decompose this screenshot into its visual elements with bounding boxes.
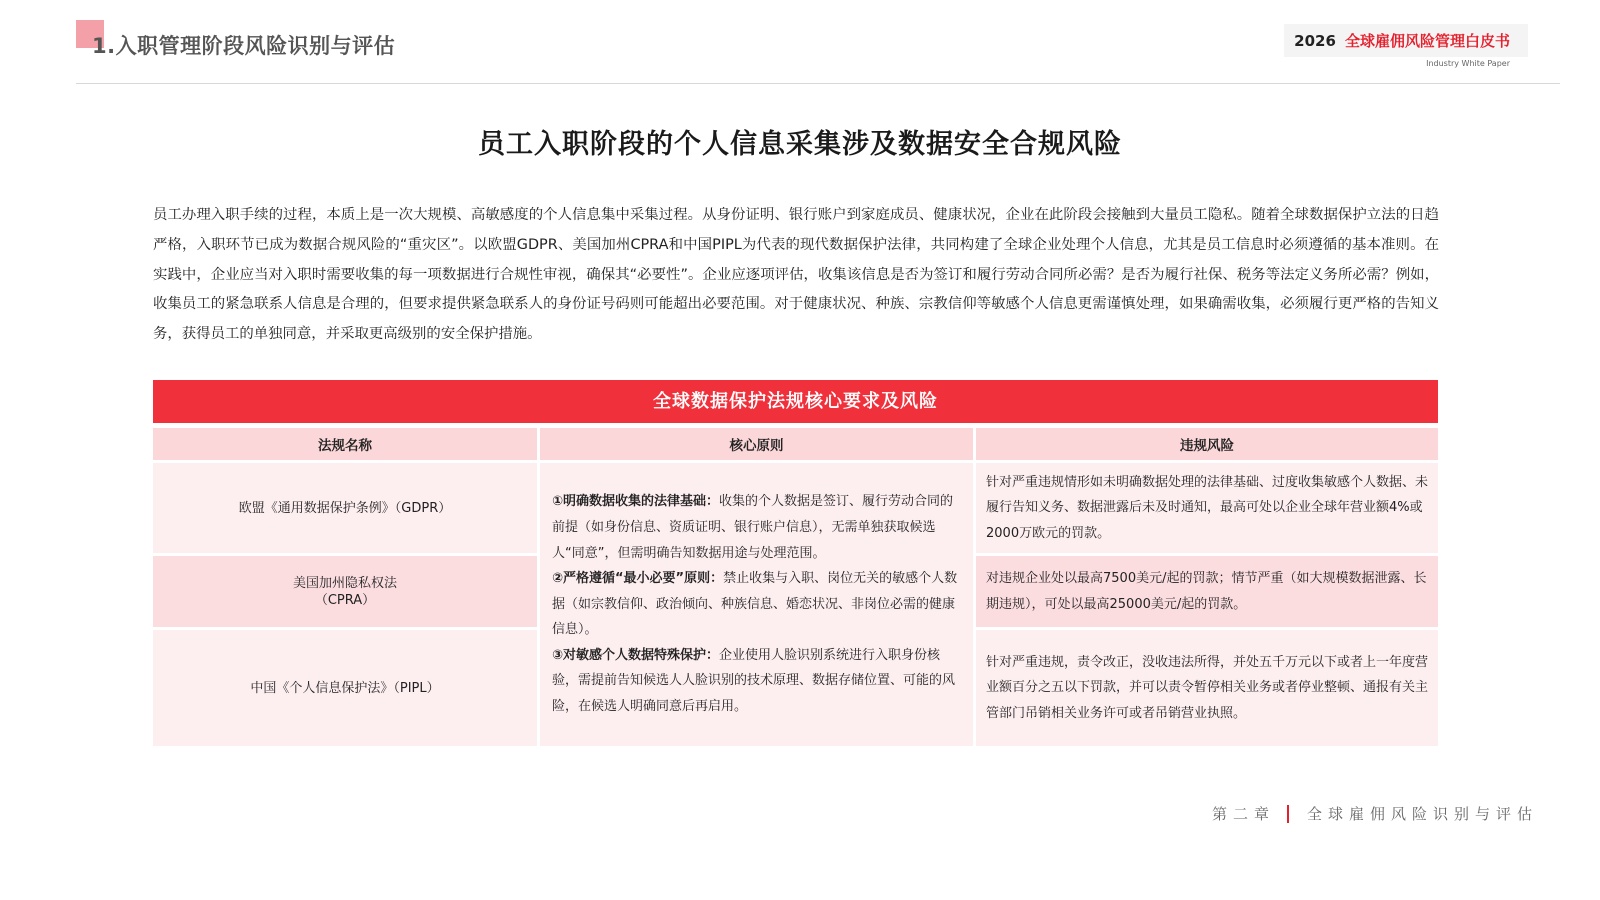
section-title: 1.入职管理阶段风险识别与评估 bbox=[92, 34, 396, 58]
brand-subtitle: Industry White Paper bbox=[1426, 59, 1510, 68]
principle-text: 收集的个人数据是签订、履行劳动合同的前提（如身份信息、资质证明、银行账户信息），无需单独获取候选人“同意”，但需明确告知数据用途与处理范围。 bbox=[552, 494, 954, 561]
table-banner: 全球数据保护法规核心要求及风险 bbox=[153, 380, 1438, 423]
page-title: 员工入职阶段的个人信息采集涉及数据安全合规风险 bbox=[478, 129, 1122, 160]
principle-title: ②严格遵循“最小必要”原则： bbox=[552, 571, 724, 587]
footer bbox=[1212, 803, 1538, 824]
table-grid bbox=[153, 428, 1438, 746]
principle-title: ①明确数据收集的法律基础： bbox=[552, 494, 720, 510]
principle-text: 企业使用人脸识别系统进行入职身份核验，需提前告知候选人人脸识别的技术原理、数据存储位置、可能的风险，在候选人明确同意后再启用。 bbox=[552, 647, 956, 715]
principle-title: ③对敏感个人数据特殊保护： bbox=[552, 647, 720, 663]
law-name-abbr: （CPRA） bbox=[314, 592, 376, 608]
intro-paragraph: 员工办理入职手续的过程，本质上是一次大规模、高敏感度的个人信息集中采集过程。从身份证明、银行账户到家庭成员、健康状况，企业在此阶段会接触到大量员工隐私。随着全球数据保护立法的日趋严格，入职环节已成为数据合规风险的“重灾区”。以欧盟GDPR、美国加州CPRA和中国PIPL为代表的现代数据保护法律，共同构建了全球企业处理个人信息，尤其是员工信息时必须遵循的基本准则。在实践中，企业应当对入职时需要收集的每一项数据进行合规性审视，确保其“必要性”。企业应逐项评估，收集该信息是否为签订和履行劳动合同所必需？是否为履行社保、税务等法定义务所必需？例如，收集员工的紧急联系人信息是合理的，但要求提供紧急联系人的身份证号码则可能超出必要范围。对于健康状况、种族、宗教信仰等敏感个人信息更需谨慎处理，如果确需收集，必须履行更严格的告知义务，获得员工的单独同意，并采取更高级别的安全保护措施。 bbox=[153, 207, 1439, 343]
risk-cell-cpra: 对违规企业处以最高7500美元/起的罚款；情节严重（如大规模数据泄露、长期违规），可处以最高25000美元/起的罚款。 bbox=[976, 556, 1438, 627]
law-cell-gdpr bbox=[153, 463, 537, 553]
footer-chapter: 第二章 bbox=[1211, 805, 1275, 823]
principles-list bbox=[552, 489, 961, 719]
principle-item bbox=[552, 489, 961, 566]
principle-item bbox=[552, 643, 961, 720]
principle-item bbox=[552, 566, 961, 643]
risk-cell-pipl: 针对严重违规，责令改正，没收违法所得，并处五千万元以下或者上一年度营业额百分之五以下罚款，并可以责令暂停相关业务或者停业整顿、通报有关主管部门吊销相关业务许可或者吊销营业执照。 bbox=[976, 630, 1438, 746]
principles-cell bbox=[540, 463, 973, 746]
law-cell-pipl bbox=[153, 630, 537, 746]
law-name: 中国《个人信息保护法》（PIPL） bbox=[250, 680, 440, 696]
footer-subtitle: 全球雇佣风险识别与评估 bbox=[1306, 805, 1538, 823]
law-cell-cpra bbox=[153, 556, 537, 627]
law-name: 欧盟《通用数据保护条例》（GDPR） bbox=[238, 500, 452, 516]
footer-separator bbox=[1287, 805, 1289, 823]
risk-cell-gdpr: 针对严重违规情形如未明确数据处理的法律基础、过度收集敏感个人数据、未履行告知义务、数据泄露后未及时通知，最高可处以企业全球年营业额4%或2000万欧元的罚款。 bbox=[976, 463, 1438, 553]
brand-year: 2026 bbox=[1294, 32, 1336, 50]
header-law: 法规名称 bbox=[153, 428, 537, 460]
law-name: 美国加州隐私权法 bbox=[292, 575, 397, 591]
header-principle: 核心原则 bbox=[540, 428, 973, 460]
brand-box bbox=[1284, 24, 1528, 57]
principle-text: 禁止收集与入职、岗位无关的敏感个人数据（如宗教信仰、政治倾向、种族信息、婚恋状况、非岗位必需的健康信息）。 bbox=[552, 571, 958, 638]
header-brand bbox=[1284, 24, 1528, 68]
header-divider bbox=[76, 83, 1560, 84]
header-risk: 违规风险 bbox=[976, 428, 1438, 460]
brand-title: 全球雇佣风险管理白皮书 bbox=[1344, 32, 1510, 50]
regulation-table bbox=[153, 380, 1438, 746]
